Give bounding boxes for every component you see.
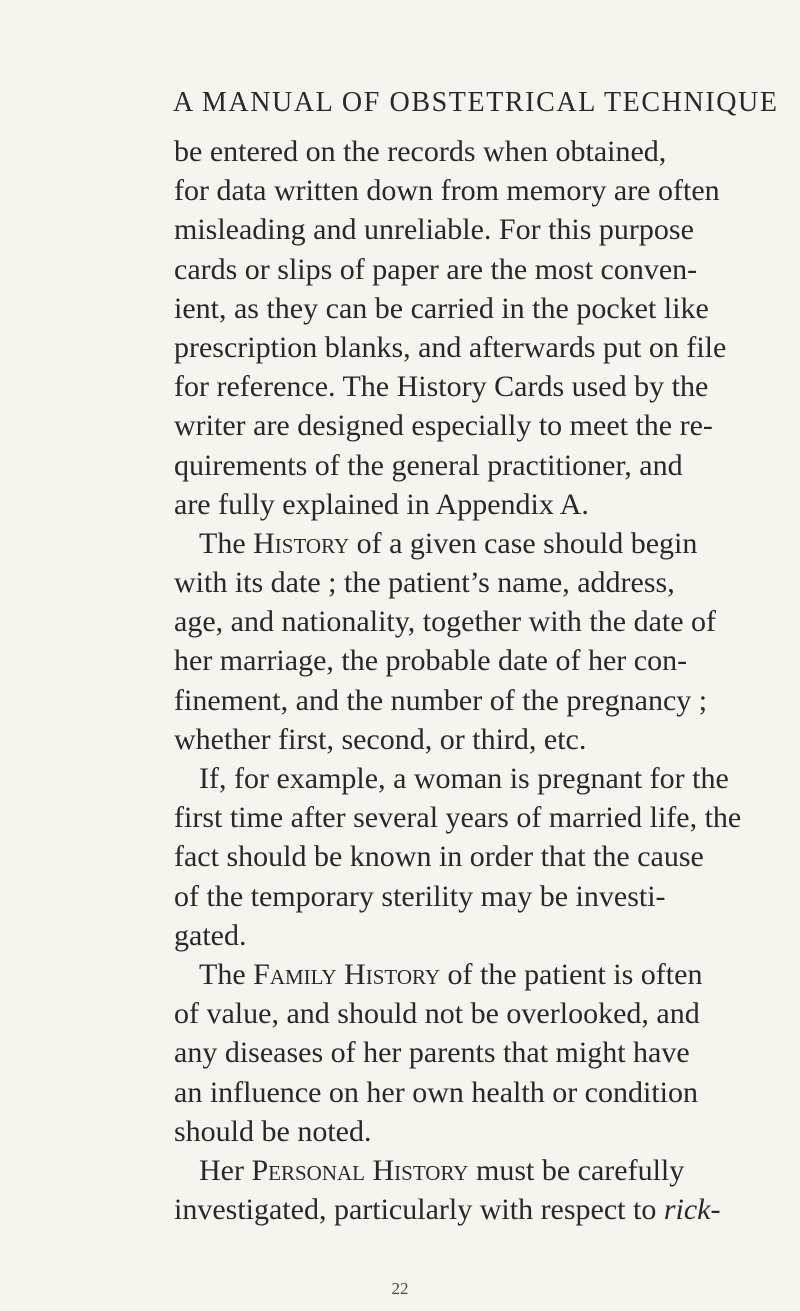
text-segment: for data written down from memory are often [174, 174, 720, 208]
text-line [174, 563, 764, 602]
text-segment: be entered on the records when obtained, [174, 135, 667, 168]
small-caps-heading: Personal History [251, 1153, 469, 1187]
text-line [174, 1190, 764, 1229]
text-segment: investigated, particularly with respect to [174, 1193, 664, 1227]
text-segment: finement, and the number of the pregnancy ; [174, 683, 708, 717]
text-line [174, 250, 764, 289]
text-segment: If, for example, a woman is pregnant for the [199, 762, 729, 795]
text-line [174, 132, 764, 171]
text-line [174, 1112, 764, 1151]
text-line [174, 641, 764, 680]
text-line [174, 485, 764, 524]
text-line [174, 837, 764, 876]
text-segment: should be noted. [174, 1114, 372, 1148]
text-segment: are fully explained in Appendix A. [174, 487, 589, 521]
text-segment: Her [199, 1153, 252, 1187]
text-line [174, 289, 764, 328]
text-segment: fact should be known in order that the cause [174, 840, 704, 874]
text-segment: ient, as they can be carried in the pocket like [174, 291, 709, 325]
text-line [174, 955, 764, 994]
text-segment: of the temporary sterility may be investi- [174, 879, 666, 913]
text-line [174, 681, 764, 720]
page-number: 22 [391, 1279, 409, 1298]
text-line [174, 406, 764, 445]
text-line [174, 916, 764, 955]
text-line [174, 1151, 764, 1190]
text-segment: whether first, second, or third, etc. [174, 722, 587, 756]
text-segment: for reference. The History Cards used by the [174, 370, 709, 404]
text-segment: of the patient is often [440, 957, 703, 991]
text-line [174, 994, 764, 1033]
small-caps-heading: Family History [253, 957, 441, 991]
text-line [174, 446, 764, 485]
text-segment: writer are designed especially to meet the re- [174, 409, 713, 443]
text-segment: first time after several years of married life, the [174, 801, 742, 835]
text-line [174, 1033, 764, 1072]
italic-text: rick- [663, 1193, 721, 1227]
text-segment: prescription blanks, and afterwards put on file [174, 330, 727, 364]
text-segment: age, and nationality, together with the date of [174, 605, 717, 639]
text-segment: cards or slips of paper are the most conven- [174, 252, 698, 286]
text-line [174, 759, 764, 798]
text-segment: of value, and should not be overlooked, and [174, 997, 700, 1031]
text-segment: misleading and unreliable. For this purpose [174, 213, 694, 247]
text-segment: The [199, 526, 254, 560]
small-caps-heading: History [253, 526, 350, 560]
text-line [174, 602, 764, 641]
running-head: A MANUAL OF OBSTETRICAL TECHNIQUE [173, 87, 779, 118]
text-line [174, 1073, 764, 1112]
text-segment: The [199, 957, 254, 991]
text-line [174, 367, 764, 406]
text-segment: an influence on her own health or condition [174, 1075, 699, 1109]
text-segment: her marriage, the probable date of her con- [174, 644, 688, 678]
text-line [174, 877, 764, 916]
text-segment: of a given case should begin [349, 526, 698, 560]
body-text [174, 132, 764, 1229]
text-segment: gated. [174, 918, 247, 952]
text-segment: quirements of the general practitioner, and [174, 448, 683, 482]
text-line [174, 720, 764, 759]
text-segment: with its date ; the patient’s name, address, [174, 566, 675, 600]
text-line [174, 798, 764, 837]
text-line [174, 524, 764, 563]
text-line [174, 210, 764, 249]
text-segment: any diseases of her parents that might have [174, 1036, 690, 1070]
text-line [174, 171, 764, 210]
text-segment: must be carefully [468, 1153, 685, 1187]
text-line [174, 328, 764, 367]
